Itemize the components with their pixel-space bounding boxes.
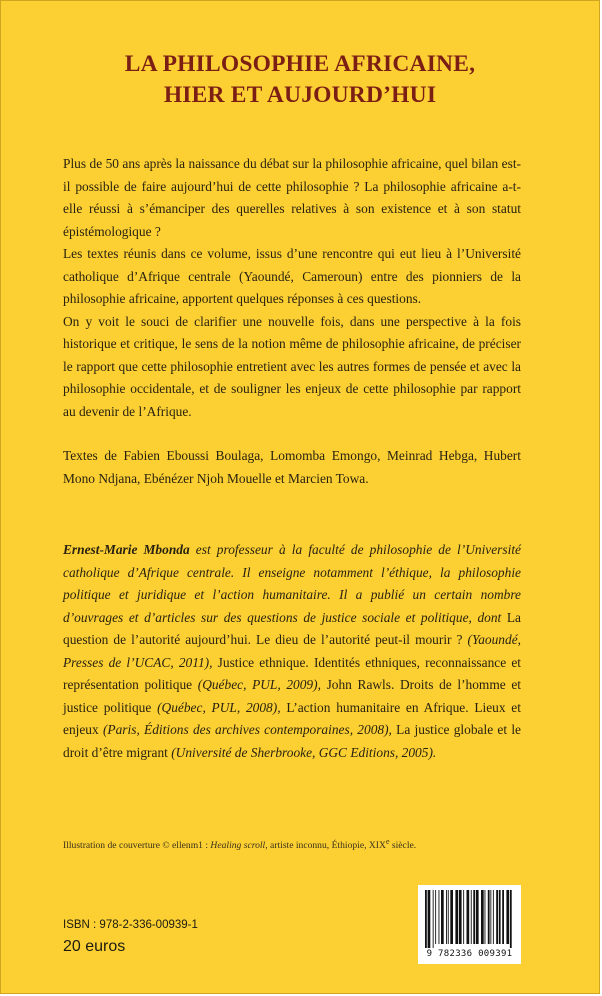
author-name: Ernest-Marie Mbonda	[63, 542, 190, 557]
barcode-bar	[425, 890, 427, 948]
summary-paragraph: Plus de 50 ans après la naissance du débat sur la philosophie africaine, quel bilan est-il possible de faire aujourd’hui de cette philosophie ? La philosophie africaine a-t-elle réussi à s’émanciper des querelles relatives à son existence et à son statut épistémologique ?	[63, 156, 521, 239]
book-title-4: L’action humanitaire en Afrique. Lieux et enjeux	[63, 699, 521, 737]
barcode-bar	[502, 890, 504, 944]
summary-paragraph: Les textes réunis dans ce volume, issus d’une rencontre qui eut lieu à l’Université catholique d’Afrique centrale (Yaoundé, Cameroun) entre des pionniers de la philosophie africaine, apportent quelques réponses à ces questions.	[63, 246, 521, 306]
barcode-bar	[499, 890, 501, 944]
barcode-bar	[485, 890, 486, 944]
illustration-credit	[63, 837, 416, 851]
barcode-bar	[467, 890, 470, 944]
book-title-1: La question de l’autorité aujourd’hui. Le dieu de l’autorité peut-il mourir ?	[63, 609, 521, 647]
summary-paragraph: On y voit le souci de clarifier une nouvelle fois, dans une perspective à la fois historique et critique, le sens de la notion même de philosophie africaine, de préciser le rapport que cette philosophie entretient avec les autres formes de pensée et avec la philosophie occidentale, et de souligner les enjeux de cette philosophie par rapport au devenir de l’Afrique.	[63, 313, 521, 419]
barcode-bar	[463, 890, 464, 944]
barcode-bar	[441, 890, 444, 944]
barcode-bar	[493, 890, 494, 944]
barcode-bar	[433, 890, 434, 948]
barcode-bar	[450, 890, 453, 944]
book-publisher-3: (Québec, PUL, 2008),	[157, 699, 281, 715]
contributors-line: Textes de Fabien Eboussi Boulaga, Lomomba Emongo, Meinrad Hebga, Hubert Mono Ndjana, Ebénézer Njoh Mouelle et Marcien Towa.	[63, 448, 521, 486]
barcode-bar	[488, 890, 490, 944]
barcode-bar	[471, 890, 472, 944]
barcode-bar	[455, 890, 458, 944]
book-title-2: Justice ethnique. Identités ethniques, reconnaissance et représentation politique	[63, 654, 522, 692]
credit-work-title: Healing scroll	[210, 840, 266, 852]
barcode-bar	[459, 890, 462, 944]
barcode-bar	[506, 890, 509, 944]
author-bio-paragraph	[63, 539, 521, 764]
book-title-3: John Rawls. Droits de l’homme et justice politique	[63, 677, 521, 715]
barcode-bar	[476, 890, 479, 944]
isbn: ISBN : 978-2-336-00939-1	[63, 919, 198, 931]
book-publisher-4: (Paris, Éditions des archives contemporaines, 2008),	[102, 722, 392, 737]
price: 20 euros	[63, 938, 126, 955]
barcode-bar	[510, 890, 512, 948]
barcode-bar	[496, 890, 498, 944]
title-line-2: HIER ET AUJOURD’HUI	[163, 82, 437, 108]
barcode-bar	[435, 890, 436, 944]
barcode-bars-icon	[423, 890, 516, 948]
credit-century-sup: e	[385, 837, 390, 846]
title-line-1: LA PHILOSOPHIE AFRICAINE,	[124, 51, 476, 77]
book-title	[1, 49, 599, 111]
credit-prefix: Illustration de couverture © ellenm1 :	[63, 840, 211, 852]
barcode-bar	[446, 890, 447, 944]
book-title-5: La justice globale et le droit d’être migrant	[63, 722, 521, 760]
barcode-bar	[490, 890, 491, 944]
credit-end: siècle.	[389, 840, 417, 852]
author-intro: est professeur à la faculté de philosophie de l’Université catholique d’Afrique centrale. Il enseigne notamment l’éthique, la philosophie politique et juridique et l’action humanitaire. Il a publié un certain nombre d’ouvrages et d’articles sur des questions de justice sociale et politique, dont	[63, 542, 521, 625]
barcode-bar	[473, 890, 475, 944]
book-publisher-1: (Yaoundé, Presses de l’UCAC, 2011),	[63, 632, 521, 670]
summary-text	[63, 153, 521, 490]
book-publisher-2: (Québec, PUL, 2009),	[197, 677, 321, 692]
barcode-bar	[481, 890, 484, 944]
barcode	[418, 885, 521, 964]
book-publisher-5: (Université de Sherbrooke, GGC Editions, 2005).	[171, 744, 437, 760]
credit-suffix: , artiste inconnu, Éthiopie, XIX	[265, 840, 386, 852]
barcode-digits: 9 782336 009391	[426, 949, 513, 959]
author-bio	[63, 539, 521, 764]
barcode-bar	[428, 890, 431, 948]
barcode-bar	[448, 890, 449, 944]
barcode-bar	[439, 890, 440, 944]
